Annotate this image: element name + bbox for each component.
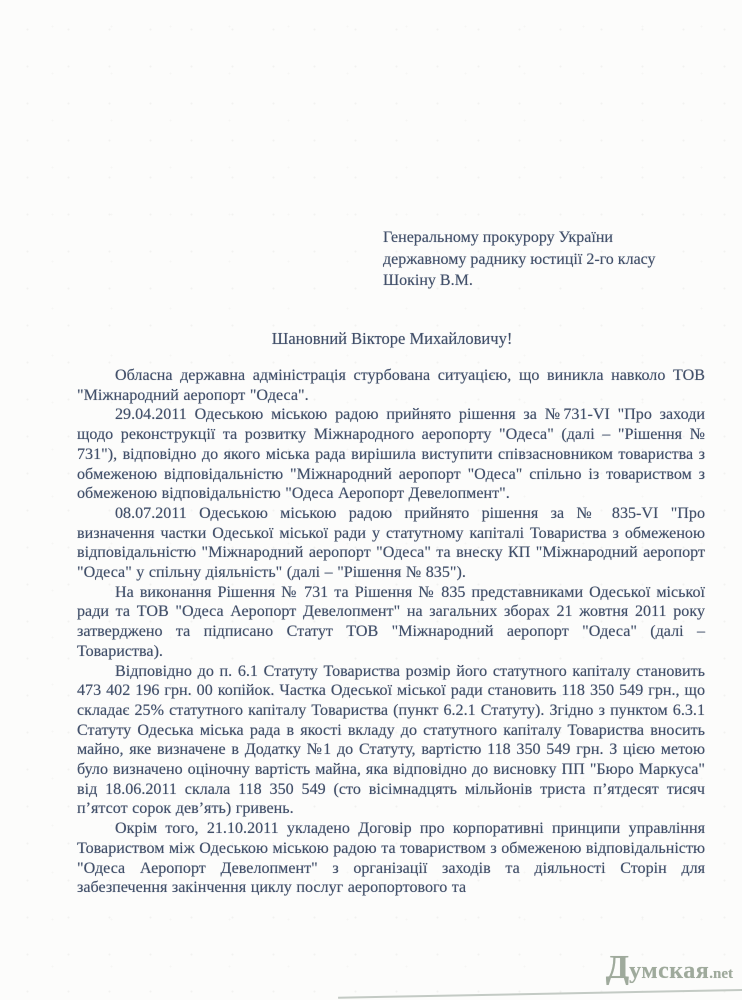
paragraph-statute-signing: На виконання Рішення № 731 та Рішення № 835 представниками Одеської міської ради та ТОВ "Одеса Аеропорт Девелопмент" на загальних зборах 21 жовтня 2011 року затверджено та підписано Статут ТОВ "Міжнародний аеропорт "Одеса" (далі – Товариства). [77,583,705,660]
recipient-line-3: Шокіну В.М. [383,272,473,289]
salutation: Шановний Вікторе Михайловичу! [271,329,513,348]
recipient-line-2: державному раднику юстиції 2-го класу [383,250,656,268]
watermark-tld-text: .net [709,966,733,982]
recipient-line-1: Генеральному прокурору України [383,229,613,246]
watermark-underline [338,989,742,998]
watermark-initial-letter: Д [605,949,630,986]
watermark-dumskaya-logo [606,951,733,985]
recipient-block [383,227,703,292]
watermark-brand-text: умская [629,958,710,984]
paragraph-capital: Відповідно до п. 6.1 Статуту Товариства розмір його статутного капіталу становить 473 402 196 грн. 00 копійок. Частка Одеської міської ради становить 118 350 549 грн., що складає 25% статутного капіталу Товариства (пункт 6.2.1 Статуту). Згідно з пунктом 6.3.1 Статуту Одеська міська рада в якості вкладу до статутного капіталу Товариства вносить майно, яке визначене в Додатку №1 до Статуту, вартістю 118 350 549 грн. З цією метою було визначено оціночну вартість майна, яка відповідно до висновку ПП "Бюро Маркуса" від 18.06.2011 склала 118 350 549 (сто вісімнадцять мільйонів триста п’ятдесят тисяч п’ятсот сорок дев’ять) гривень. [77,662,705,818]
letter-body [77,366,705,898]
paragraph-intro: Обласна державна адміністрація стурбована ситуацією, що виникла навколо ТОВ "Міжнародний аеропорт "Одеса". [77,367,705,404]
paragraph-decision-731: 29.04.2011 Одеською міською радою прийнято рішення за №731-VI "Про заходи щодо реконструкції та розвитку Міжнародного аеропорту "Одеса" (далі – "Рішення № 731"), відповідно до якого міська рада вирішила виступити співзасновником товариства з обмеженою відповідальністю "Міжнародний аеропорт "Одеса" спільно із товариством з обмеженою відповідальністю "Одеса Аеропорт Девелопмент". [77,406,706,503]
paragraph-decision-835: 08.07.2011 Одеською міською радою прийнято рішення за № 835-VI "Про визначення частки Одеської міської ради у статутному капіталі Товариства з обмеженою відповідальністю "Міжнародний аеропорт "Одеса" та внеску КП "Міжнародний аеропорт "Одеса" у спільну діяльність" (далі – "Рішення № 835"). [77,504,705,582]
paragraph-agreement: Окрім того, 21.10.2011 укладено Договір про корпоративні принципи управління Товариством між Одеською міською радою та товариством з обмеженою відповідальністю "Одеса Аеропорт Девелопмент" з організації заходів та діяльності Сторін для забезпечення закінчення циклу послуг аеропортового та [77,820,705,897]
